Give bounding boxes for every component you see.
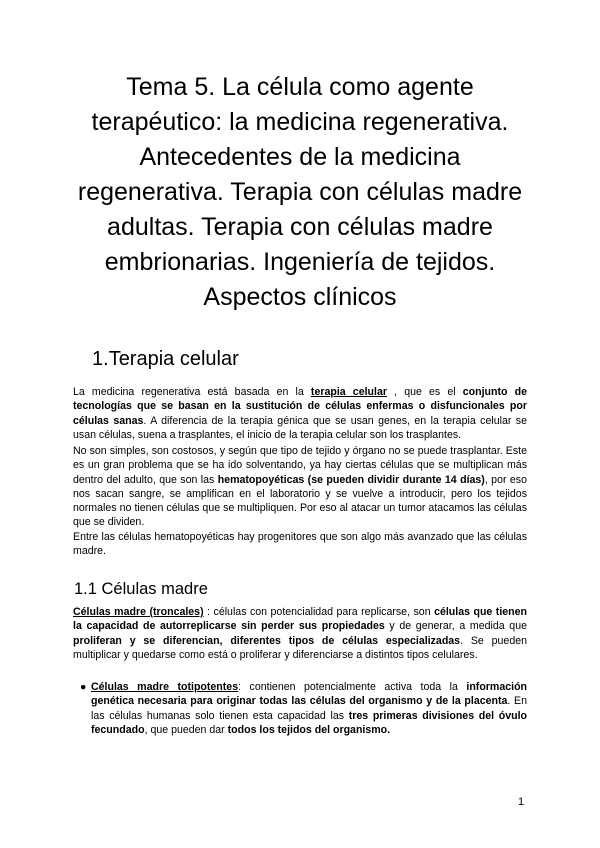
- text-run: , que es el: [386, 386, 463, 398]
- section-number: 1.: [92, 348, 109, 370]
- term-totipotentes: Células madre totipotentes: [91, 681, 239, 693]
- paragraph-terapia-celular: [73, 385, 527, 442]
- paragraph-trasplantes: [73, 444, 527, 530]
- section-heading: [92, 346, 239, 372]
- definition-bold: conjunto de tecnologías que se basan en la sustitución de células enfermas o disfuncionales por células sanas: [73, 386, 527, 427]
- term-hematopoyeticas: hematopoyéticas (se pueden dividir durante 14 días): [217, 473, 485, 486]
- text-run: , por eso nos sacan sangre, se amplifican en el laboratorio y se vuelve a introducir, pero los tejidos normales no tienen células que se multipliquen. Por eso al atacar un tumor atacamos las células que se dividen.: [73, 473, 527, 529]
- definition-bold: proliferan y se diferencian, diferentes tipos de células especializadas: [73, 634, 461, 647]
- text-run: : contienen potencialmente activa toda la: [238, 681, 467, 693]
- definition-bold: tres primeras divisiones del óvulo fecundado: [91, 709, 527, 736]
- section-title: Terapia celular: [108, 348, 239, 370]
- subsection-heading: 1.1 Células madre: [74, 580, 208, 598]
- paragraph-celulas-madre: [73, 605, 527, 662]
- list-item-totipotentes: [80, 680, 528, 737]
- bullet-icon: ●: [80, 681, 87, 693]
- text-run: : células con potencialidad para replicarse, son: [203, 606, 435, 618]
- definition-bold: todos los tejidos del organismo.: [227, 723, 391, 736]
- page-number: 1: [518, 796, 525, 808]
- text-run: La medicina regenerativa está basada en la: [73, 386, 311, 398]
- text-run: No son simples, son costosos, y según que tipo de tejido y órgano no se puede trasplantar. Este es un gran problema que se ha ido solventando, ya hay ciertas células que se multiplican más dentro del adulto, que son las: [73, 445, 527, 486]
- text-run: . A diferencia de la terapia génica que se usan genes, en la terapia celular se usan células, suena a trasplantes, el inicio de la terapia celular son los trasplantes.: [73, 414, 528, 441]
- text-run: . En las células humanas solo tienen esta capacidad las: [91, 695, 527, 722]
- paragraph-progenitores: Entre las células hematopoyéticas hay progenitores que son algo más avanzado que las células madre.: [73, 531, 527, 558]
- term-terapia-celular: terapia celular: [310, 386, 387, 398]
- document-title: Tema 5. La célula como agente terapéutico: la medicina regenerativa. Antecedentes de la medicina regenerativa. Terapia con células madre adultas. Terapia con células madre embrionarias. Ingeniería de tejidos. Aspectos clínicos: [77, 73, 523, 311]
- term-celulas-madre: Células madre (troncales): [73, 606, 204, 618]
- text-run: , que pueden dar: [144, 723, 228, 736]
- text-run: y de generar, a medida que: [384, 620, 527, 633]
- text-run: . Se pueden multiplicar y quedarse como está o proliferar y diferenciarse a distintos tipos celulares.: [73, 634, 527, 661]
- definition-bold: información genética necesaria para originar todas las células del organismo y de la placenta: [91, 681, 528, 708]
- definition-bold: células que tienen la capacidad de autorreplicarse sin perder sus propiedades: [73, 606, 528, 633]
